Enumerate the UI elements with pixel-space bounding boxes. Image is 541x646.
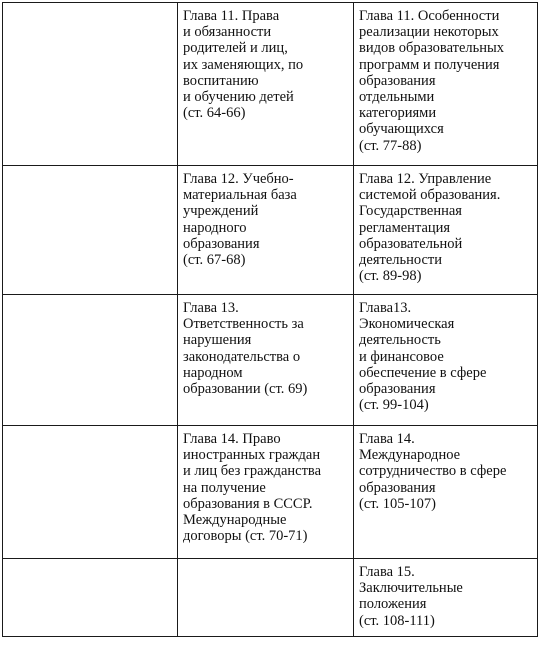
cell-text: Глава 15. Заключительные положения (ст. 108-111) (359, 564, 463, 629)
comparison-table (2, 2, 538, 637)
table-row (3, 3, 538, 166)
cell-text: Глава 12. Учебно- материальная база учреждений народного образования (ст. 67-68) (183, 171, 297, 269)
cell-text: Глава 13. Ответственность за нарушения законодательства о народном образовании (ст. 69) (183, 300, 308, 398)
table-cell-middle (178, 295, 354, 426)
cell-text: Глава 14. Право иностранных граждан и лиц без гражданства на получение образования в СССР. Международные договоры (ст. 70-71) (183, 431, 322, 545)
table-cell-middle (178, 3, 354, 166)
table-cell-right (354, 295, 538, 426)
table-cell-left (3, 295, 178, 426)
cell-text: Глава 11. Особенности реализации некоторых видов образовательных программ и получения образования отдельными категориями обучающихся (ст. 77-88) (359, 8, 504, 154)
table-cell-middle (178, 426, 354, 559)
table-cell-right (354, 3, 538, 166)
table-cell-middle (178, 166, 354, 295)
cell-text: Глава 14. Международное сотрудничество в сфере образования (ст. 105-107) (359, 431, 507, 512)
cell-text: Глава 12. Управление системой образования. Государственная регламентация образовательной деятельности (ст. 89-98) (359, 171, 501, 285)
table-row (3, 559, 538, 637)
cell-text: Глава13. Экономическая деятельность и финансовое обеспечение в сфере образования (ст. 99-104) (359, 300, 487, 414)
table-cell-left (3, 559, 178, 637)
table-cell-right (354, 559, 538, 637)
cell-text: Глава 11. Права и обязанности родителей и лиц, их заменяющих, по воспитанию и обучению детей (ст. 64-66) (183, 8, 304, 122)
table-cell-right (354, 166, 538, 295)
table-row (3, 166, 538, 295)
table-cell-left (3, 426, 178, 559)
table-cell-left (3, 166, 178, 295)
table-cell-left (3, 3, 178, 166)
table-row (3, 295, 538, 426)
table-cell-right (354, 426, 538, 559)
table-row (3, 426, 538, 559)
table-cell-middle (178, 559, 354, 637)
